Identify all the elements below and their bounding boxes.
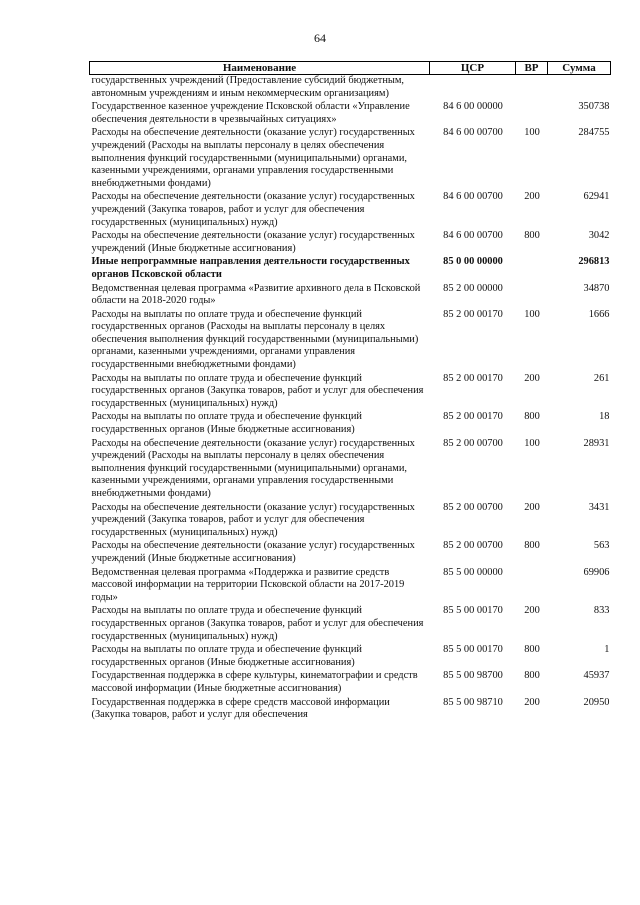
cell-vr: 200 xyxy=(524,696,540,708)
cell-sum: 296813 xyxy=(578,256,610,268)
cell-sum: 284755 xyxy=(578,127,610,139)
cell-vr: 800 xyxy=(524,230,540,242)
table-row xyxy=(90,540,611,566)
cell-name: Расходы на обеспечение деятельности (оказание услуг) государственных учреждений (Иные бюджетные ассигнования) xyxy=(91,540,415,564)
cell-csr: 85 5 00 00000 xyxy=(443,566,503,578)
cell-csr: 85 2 00 00700 xyxy=(443,501,503,513)
table-row xyxy=(90,75,611,102)
cell-name: Государственная поддержка в сфере средств массовой информации (Закупка товаров, работ и услуг для обеспечения xyxy=(91,696,390,721)
cell-vr: 200 xyxy=(524,501,540,513)
table-row xyxy=(90,230,611,256)
cell-name: государственных учреждений (Предоставление субсидий бюджетным, автономным учреждениям и иным некоммерческим организациям) xyxy=(91,75,405,99)
cell-csr: 85 2 00 00700 xyxy=(443,540,503,552)
cell-csr: 84 6 00 00700 xyxy=(443,230,503,242)
cell-sum: 1 xyxy=(604,644,610,656)
column-header-vr: ВР xyxy=(516,62,548,75)
table-row xyxy=(90,567,611,606)
cell-name: Расходы на выплаты по оплате труда и обеспечение функций государственных органов (Закупка товаров, работ и услуг для обеспечения государственных (муниципальных) нужд) xyxy=(91,372,424,409)
table-row xyxy=(90,101,611,127)
cell-name: Государственная поддержка в сфере культуры, кинематографии и средств массовой информации (Иные бюджетные ассигнования) xyxy=(91,670,418,694)
cell-sum: 833 xyxy=(593,605,610,617)
column-header-name: Наименование xyxy=(90,62,430,75)
cell-vr: 800 xyxy=(524,644,540,656)
cell-sum: 34870 xyxy=(583,282,610,294)
cell-vr: 800 xyxy=(524,411,540,423)
cell-name: Иные непрограммные направления деятельности государственных органов Псковской области xyxy=(91,256,410,280)
cell-sum: 20950 xyxy=(583,696,610,708)
cell-name: Ведомственная целевая программа «Развитие архивного дела в Псковской области на 2018-2020 годы» xyxy=(91,282,421,307)
cell-csr: 85 2 00 00170 xyxy=(443,372,503,384)
cell-sum: 69906 xyxy=(583,566,610,578)
cell-vr: 200 xyxy=(524,605,540,617)
cell-csr: 85 5 00 00170 xyxy=(443,644,503,656)
cell-name: Расходы на выплаты по оплате труда и обеспечение функций государственных органов (Иные бюджетные ассигнования) xyxy=(91,411,362,436)
cell-name: Расходы на выплаты по оплате труда и обеспечение функций государственных органов (Расходы на выплаты персоналу в целях обеспечения выполнения функций государственными (муниципальными) органами, казенными учреждениями, органами управления государственными внебюджетными фондами) xyxy=(91,308,419,371)
cell-name: Расходы на обеспечение деятельности (оказание услуг) государственных учреждений (Расходы на выплаты персоналу в целях обеспечения выполнения функций государственными (муниципальными) органами, казенными учреждениями, органами управления государственными внебюджетными фондами) xyxy=(91,127,415,189)
cell-csr: 85 5 00 98700 xyxy=(443,670,503,682)
cell-sum: 62941 xyxy=(583,191,610,203)
cell-vr: 100 xyxy=(524,127,540,139)
cell-csr: 85 5 00 00170 xyxy=(443,605,503,617)
cell-csr: 85 2 00 00170 xyxy=(443,308,503,320)
cell-sum: 18 xyxy=(599,411,610,423)
cell-vr: 200 xyxy=(524,191,540,203)
cell-name: Ведомственная целевая программа «Поддержка и развитие средств массовой информации на территории Псковской области на 2017-2019 годы» xyxy=(91,566,405,603)
table-row xyxy=(90,191,611,230)
cell-vr xyxy=(516,283,548,309)
cell-vr: 100 xyxy=(524,437,540,449)
cell-csr: 84 6 00 00700 xyxy=(443,191,503,203)
table-row xyxy=(90,373,611,412)
cell-sum: 45937 xyxy=(583,670,610,682)
cell-sum: 1666 xyxy=(588,308,610,320)
cell-name: Государственное казенное учреждение Псковской области «Управление обеспечения деятельности в чрезвычайных ситуациях» xyxy=(91,101,410,125)
cell-vr: 800 xyxy=(524,670,540,682)
cell-name: Расходы на выплаты по оплате труда и обеспечение функций государственных органов (Закупка товаров, работ и услуг для обеспечения государственных (муниципальных) нужд) xyxy=(91,605,424,642)
cell-name: Расходы на обеспечение деятельности (оказание услуг) государственных учреждений (Закупка товаров, работ и услуг для обеспечения государственных (муниципальных) нужд) xyxy=(91,191,415,228)
table-row xyxy=(90,644,611,670)
table-row xyxy=(90,438,611,502)
table-header-row xyxy=(90,62,611,75)
cell-csr: 84 6 00 00700 xyxy=(443,127,503,139)
cell-vr xyxy=(516,256,548,282)
cell-vr xyxy=(516,101,548,127)
cell-sum: 28931 xyxy=(583,437,610,449)
cell-csr: 85 2 00 00000 xyxy=(443,282,503,294)
table-row xyxy=(90,605,611,644)
cell-csr: 85 2 00 00170 xyxy=(443,411,503,423)
cell-name: Расходы на обеспечение деятельности (оказание услуг) государственных учреждений (Иные бюджетные ассигнования) xyxy=(91,230,415,254)
cell-vr: 200 xyxy=(524,372,540,384)
table-row xyxy=(90,256,611,282)
cell-name: Расходы на обеспечение деятельности (оказание услуг) государственных учреждений (Закупка товаров, работ и услуг для обеспечения государственных (муниципальных) нужд) xyxy=(91,501,415,538)
cell-vr xyxy=(516,567,548,606)
table-row xyxy=(90,697,611,723)
column-header-csr: ЦСР xyxy=(430,62,516,75)
cell-sum: 3042 xyxy=(588,230,610,242)
table-row xyxy=(90,502,611,541)
table-row xyxy=(90,127,611,191)
table-row xyxy=(90,411,611,437)
table-row xyxy=(90,309,611,373)
cell-vr: 800 xyxy=(524,540,540,552)
cell-sum: 3431 xyxy=(588,501,610,513)
table-body xyxy=(90,75,611,723)
cell-sum: 563 xyxy=(593,540,610,552)
cell-sum: 350738 xyxy=(578,101,610,113)
column-header-sum: Сумма xyxy=(548,62,611,75)
cell-csr: 85 0 00 00000 xyxy=(443,256,503,268)
cell-csr: 85 2 00 00700 xyxy=(443,437,503,449)
cell-vr xyxy=(516,75,548,102)
page-number: 64 xyxy=(314,31,326,45)
cell-csr: 85 5 00 98710 xyxy=(443,696,503,708)
cell-csr: 84 6 00 00000 xyxy=(443,101,503,113)
cell-csr xyxy=(430,75,516,102)
table-row xyxy=(90,670,611,696)
cell-vr: 100 xyxy=(524,308,540,320)
budget-table xyxy=(89,61,611,723)
cell-sum: 261 xyxy=(593,372,610,384)
table-row xyxy=(90,283,611,309)
cell-name: Расходы на обеспечение деятельности (оказание услуг) государственных учреждений (Расходы на выплаты персоналу в целях обеспечения выполнения функций государственными (муниципальными) органами, казенными учреждениями, органами управления государственными внебюджетными фондами) xyxy=(91,437,415,499)
cell-sum xyxy=(548,75,611,102)
cell-name: Расходы на выплаты по оплате труда и обеспечение функций государственных органов (Иные бюджетные ассигнования) xyxy=(91,644,362,668)
